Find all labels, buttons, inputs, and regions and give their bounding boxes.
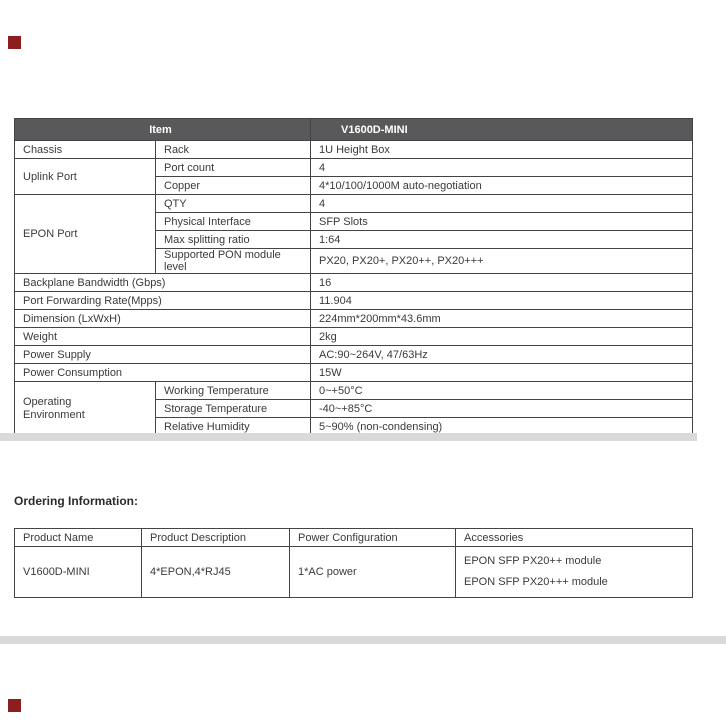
- spec-row-weight: [15, 328, 693, 346]
- spec-table: [14, 118, 693, 436]
- ordering-header-product-name: Product Name: [15, 529, 142, 547]
- spec-item-label: Relative Humidity: [156, 418, 311, 436]
- ordering-table-header-row: [15, 529, 693, 547]
- spec-header-model: V1600D-MINI: [311, 119, 693, 141]
- spec-group-label-text: Operating Environment: [23, 395, 85, 421]
- spec-row-power-consumption: [15, 364, 693, 382]
- spec-item-label: Port count: [156, 159, 311, 177]
- ordering-header-product-description: Product Description: [142, 529, 290, 547]
- page-separator-bottom: [0, 636, 726, 644]
- page-separator-top: [0, 433, 697, 441]
- red-corner-marker-bottom: [8, 699, 21, 712]
- spec-table-header-row: [15, 119, 693, 141]
- spec-value: SFP Slots: [311, 213, 693, 231]
- accessories-cell: [456, 547, 693, 598]
- product-name-cell: V1600D-MINI: [15, 547, 142, 598]
- spec-row-backplane: [15, 274, 693, 292]
- spec-value: 1:64: [311, 231, 693, 249]
- spec-value: 5~90% (non-condensing): [311, 418, 693, 436]
- ordering-table: [14, 528, 693, 598]
- spec-value: AC:90~264V, 47/63Hz: [311, 346, 693, 364]
- ordering-header-power-configuration: Power Configuration: [290, 529, 456, 547]
- accessory-item-2: EPON SFP PX20+++ module: [464, 576, 608, 588]
- spec-row-uplink-1: [15, 159, 693, 177]
- ordering-header-accessories: Accessories: [456, 529, 693, 547]
- spec-group-label: Weight: [15, 328, 311, 346]
- spec-value: 224mm*200mm*43.6mm: [311, 310, 693, 328]
- spec-value: PX20, PX20+, PX20++, PX20+++: [311, 249, 693, 274]
- spec-value: 4: [311, 195, 693, 213]
- spec-value: 4*10/100/1000M auto-negotiation: [311, 177, 693, 195]
- spec-item-label: Copper: [156, 177, 311, 195]
- spec-header-item: Item: [15, 119, 311, 141]
- spec-group-label: Power Consumption: [15, 364, 311, 382]
- red-corner-marker-top: [8, 36, 21, 49]
- spec-group-label: Power Supply: [15, 346, 311, 364]
- product-description-cell: 4*EPON,4*RJ45: [142, 547, 290, 598]
- spec-row-dimension: [15, 310, 693, 328]
- spec-item-label: Working Temperature: [156, 382, 311, 400]
- spec-row-forwarding: [15, 292, 693, 310]
- accessory-item-1: EPON SFP PX20++ module: [464, 555, 602, 567]
- spec-row-chassis: [15, 141, 693, 159]
- spec-item-label: Storage Temperature: [156, 400, 311, 418]
- spec-row-power-supply: [15, 346, 693, 364]
- spec-group-label: EPON Port: [15, 195, 156, 274]
- spec-value: 16: [311, 274, 693, 292]
- spec-value: 2kg: [311, 328, 693, 346]
- ordering-information-title: Ordering Information:: [14, 494, 138, 508]
- spec-value: 0~+50°C: [311, 382, 693, 400]
- spec-row-epon-1: [15, 195, 693, 213]
- spec-row-env-1: [15, 382, 693, 400]
- spec-item-label: QTY: [156, 195, 311, 213]
- spec-value: 11.904: [311, 292, 693, 310]
- ordering-table-row: [15, 547, 693, 598]
- spec-value: -40~+85°C: [311, 400, 693, 418]
- spec-item-label: Rack: [156, 141, 311, 159]
- spec-value: 4: [311, 159, 693, 177]
- spec-item-label: Supported PON module level: [156, 249, 311, 274]
- spec-group-label: Chassis: [15, 141, 156, 159]
- spec-group-label: [15, 382, 156, 436]
- spec-group-label: Backplane Bandwidth (Gbps): [15, 274, 311, 292]
- spec-value: 1U Height Box: [311, 141, 693, 159]
- spec-group-label: Dimension (LxWxH): [15, 310, 311, 328]
- power-configuration-cell: 1*AC power: [290, 547, 456, 598]
- spec-value: 15W: [311, 364, 693, 382]
- spec-item-label: Physical Interface: [156, 213, 311, 231]
- spec-group-label: Port Forwarding Rate(Mpps): [15, 292, 311, 310]
- spec-group-label: Uplink Port: [15, 159, 156, 195]
- spec-item-label: Max splitting ratio: [156, 231, 311, 249]
